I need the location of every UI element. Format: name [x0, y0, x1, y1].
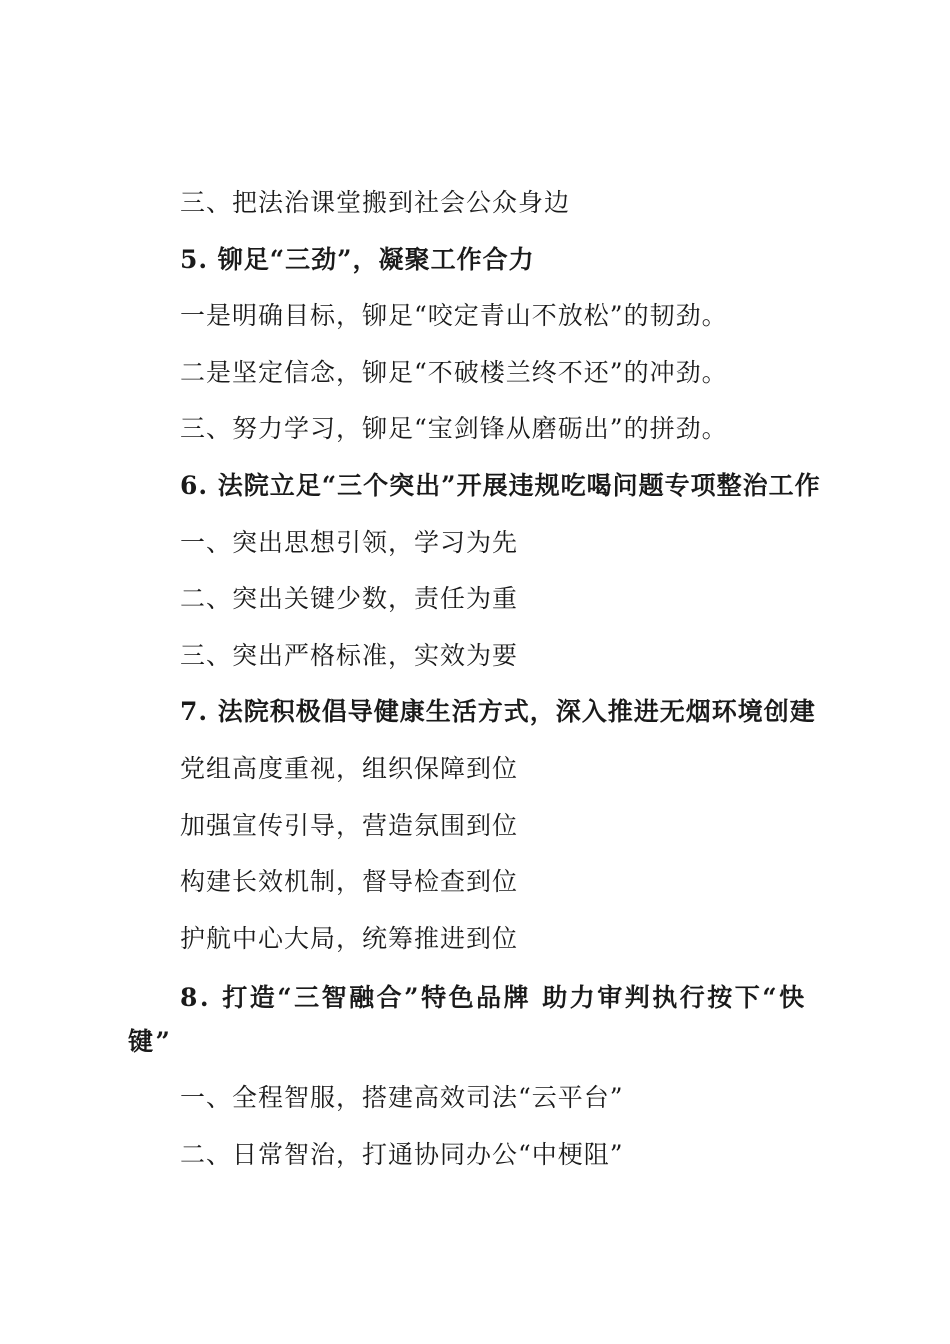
list-item: 三、把法治课堂搬到社会公众身边: [180, 188, 571, 217]
list-item: 一、全程智服，搭建高效司法“云平台”: [180, 1083, 624, 1112]
list-item: 三、努力学习，铆足“宝剑锋从磨砺出”的拼劲。: [180, 414, 728, 443]
list-item: 构建长效机制，督导检查到位: [180, 867, 519, 896]
section-heading-8: 8. 打造“三智融合”特色品牌 助力审判执行按下“快键”: [128, 983, 807, 1056]
list-item: 二、突出关键少数，责任为重: [180, 584, 519, 613]
section-heading-7: 7. 法院积极倡导健康生活方式，深入推进无烟环境创建: [180, 697, 816, 726]
list-item: 二、日常智治，打通协同办公“中梗阻”: [180, 1140, 624, 1169]
section-heading-5: 5. 铆足“三劲”，凝聚工作合力: [180, 245, 535, 274]
list-item: 一是明确目标，铆足“咬定青山不放松”的韧劲。: [180, 301, 728, 330]
list-item: 二是坚定信念，铆足“不破楼兰终不还”的冲劲。: [180, 358, 728, 387]
list-item: 加强宣传引导，营造氛围到位: [180, 811, 519, 840]
list-item: 党组高度重视，组织保障到位: [180, 754, 519, 783]
list-item: 护航中心大局，统筹推进到位: [180, 924, 519, 953]
section-heading-6: 6. 法院立足“三个突出”开展违规吃喝问题专项整治工作: [180, 471, 821, 500]
list-item: 三、突出严格标准，实效为要: [180, 641, 519, 670]
list-item: 一、突出思想引领，学习为先: [180, 528, 519, 557]
